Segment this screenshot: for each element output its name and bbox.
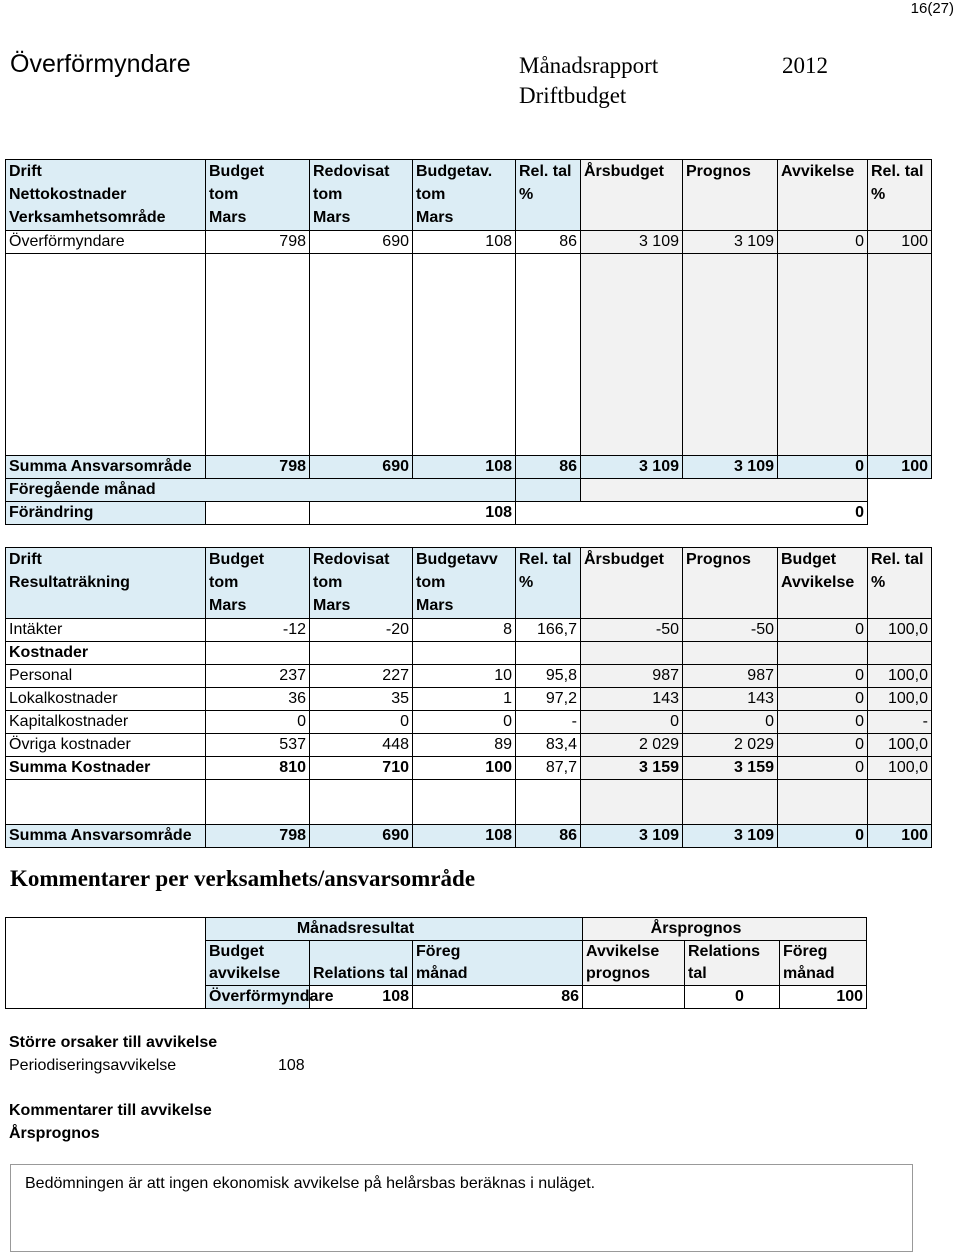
- col-header: Budget tom Mars: [206, 160, 310, 231]
- col-header: Budget tom Mars: [206, 548, 310, 619]
- col-header: Rel. tal %: [868, 160, 932, 231]
- table-kommentarer: [5, 917, 867, 1009]
- table-row-forandring: Förändring 108 0: [6, 502, 932, 525]
- col-header: Budget avvikelse: [206, 941, 310, 986]
- col-header: Prognos: [683, 160, 778, 231]
- col-header: Relations tal: [685, 941, 780, 986]
- table-nettokostnader: [5, 159, 932, 525]
- report-year: 2012: [782, 53, 828, 78]
- col-header: Budget Avvikelse: [778, 548, 868, 619]
- table-resultatrakning: [5, 547, 932, 848]
- col-header: Prognos: [683, 548, 778, 619]
- col-header: Rel. tal %: [868, 548, 932, 619]
- orsaker-title: Större orsaker till avvikelse: [9, 1034, 218, 1051]
- comment-text: Bedömningen är att ingen ekonomisk avvikelse på helårsbas beräknas i nuläget.: [25, 1175, 596, 1192]
- col-header: Rel. tal %: [516, 160, 581, 231]
- col-header: Redovisat tom Mars: [310, 160, 413, 231]
- comments-section-title: Kommentarer per verksamhets/ansvarsområde: [10, 866, 476, 891]
- col-header: Drift Resultaträkning: [6, 548, 206, 619]
- col-header: Föreg månad: [413, 941, 583, 986]
- table-row: Lokalkostnader 36 35 1 97,2 143 143 0 100,0: [6, 688, 932, 711]
- group-header-arsprognos: Årsprognos: [583, 918, 867, 941]
- orsak-value: 108: [278, 1057, 305, 1074]
- orsak-label: Periodiseringsavvikelse: [9, 1057, 177, 1074]
- table-row: Kostnader: [6, 642, 932, 665]
- report-subtitle: Driftbudget: [519, 83, 627, 108]
- col-header: Rel. tal %: [516, 548, 581, 619]
- kommentarer-title: Kommentarer till avvikelse: [9, 1102, 212, 1119]
- table-row-summa: Summa Ansvarsområde 798 690 108 86 3 109 3 109 0 100: [6, 825, 932, 848]
- org-title: Överförmyndare: [10, 50, 191, 78]
- group-header-manadsresultat: Månadsresultat: [206, 918, 583, 941]
- table-row: Överförmyndare 798 690 108 86 3 109 3 109 0 100: [6, 231, 932, 254]
- table-row: Överförmyndare 108 86 0 100: [6, 986, 867, 1009]
- table-row: Personal 237 227 10 95,8 987 987 0 100,0: [6, 665, 932, 688]
- col-header: Föreg månad: [780, 941, 867, 986]
- report-title: Månadsrapport: [519, 53, 659, 78]
- col-header: Årsbudget: [581, 160, 683, 231]
- table-row: Intäkter -12 -20 8 166,7 -50 -50 0 100,0: [6, 619, 932, 642]
- table-row-foregaende: Föregående månad: [6, 479, 932, 502]
- col-header: Relations tal: [310, 941, 413, 986]
- col-header: Budgetav. tom Mars: [413, 160, 516, 231]
- col-header: Budgetavv tom Mars: [413, 548, 516, 619]
- col-header: Avvikelse: [778, 160, 868, 231]
- table-row: Övriga kostnader 537 448 89 83,4 2 029 2 029 0 100,0: [6, 734, 932, 757]
- table-row: Summa Kostnader 810 710 100 87,7 3 159 3 159 0 100,0: [6, 757, 932, 780]
- col-header: Redovisat tom Mars: [310, 548, 413, 619]
- table-row: Kapitalkostnader 0 0 0 - 0 0 0 -: [6, 711, 932, 734]
- table-row-summa: Summa Ansvarsområde 798 690 108 86 3 109 3 109 0 100: [6, 456, 932, 479]
- col-header: Avvikelse prognos: [583, 941, 685, 986]
- page-number: 16(27): [910, 0, 954, 17]
- arsprognos-title: Årsprognos: [9, 1125, 100, 1142]
- col-header: Drift Nettokostnader Verksamhetsområde: [6, 160, 206, 231]
- col-header: Årsbudget: [581, 548, 683, 619]
- comment-box: [10, 1164, 913, 1252]
